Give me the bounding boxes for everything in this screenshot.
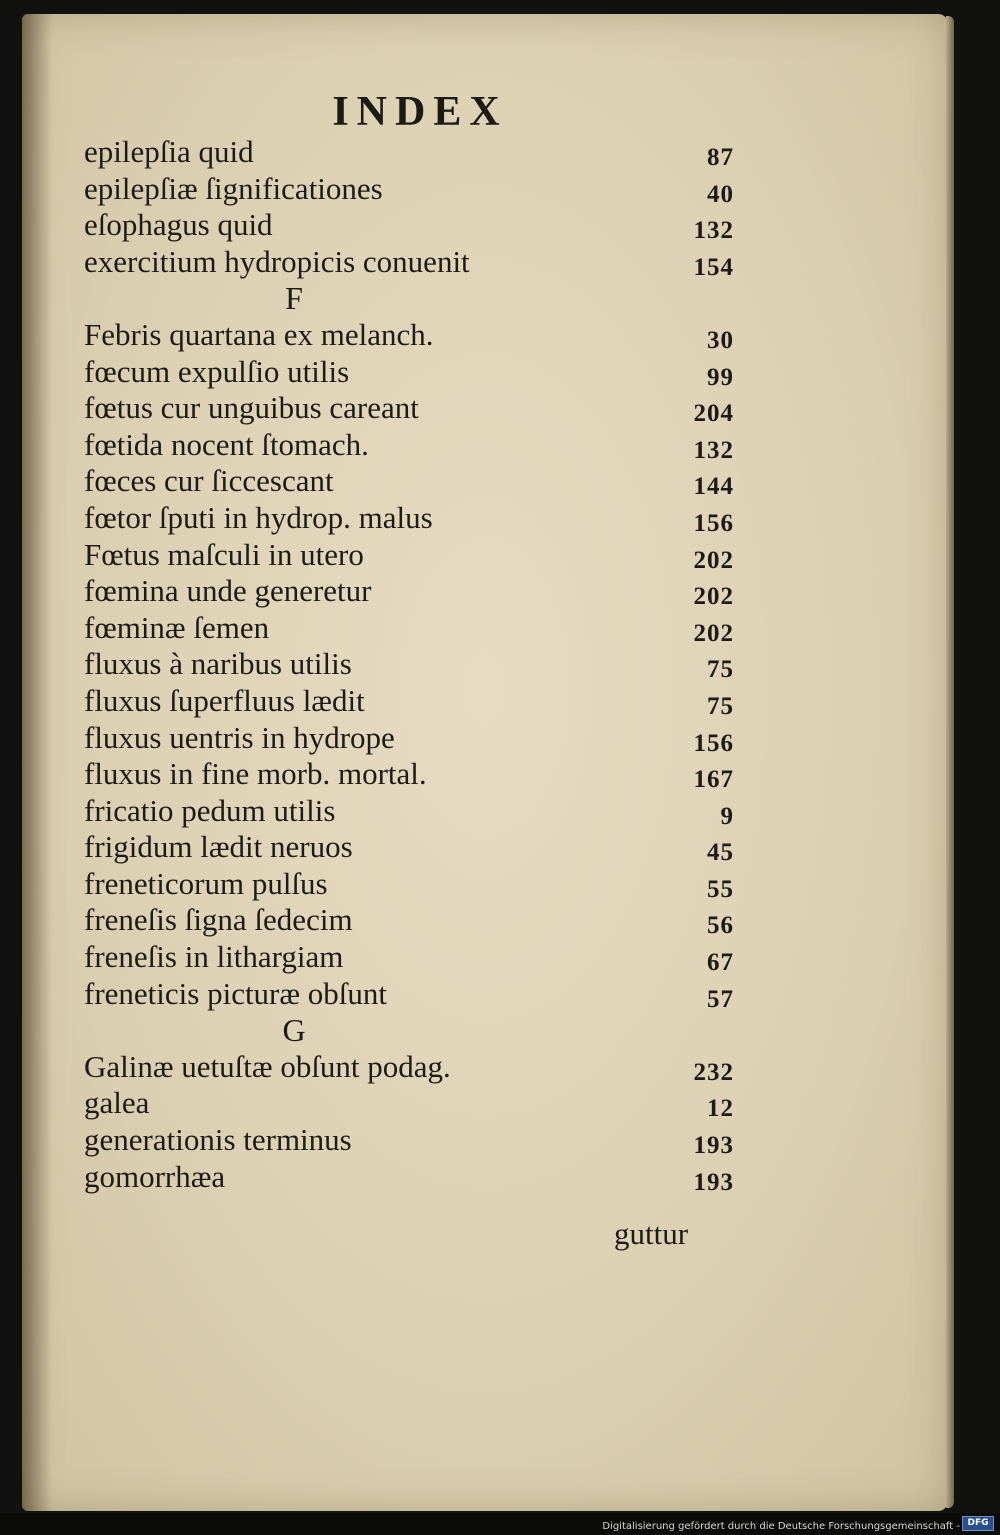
page-fore-edge xyxy=(946,16,954,1508)
index-entry xyxy=(84,573,734,610)
index-page-number: 154 xyxy=(693,253,734,281)
index-entry xyxy=(84,976,734,1013)
index-entry xyxy=(84,134,734,171)
index-entry xyxy=(84,1085,734,1122)
index-term: Febris quartana ex melanch. xyxy=(84,316,434,352)
index-term: fluxus à naribus utilis xyxy=(84,646,352,682)
index-term: fœtor ſputi in hydrop. malus xyxy=(84,499,433,535)
index-page-number: 56 xyxy=(707,912,734,940)
index-term: epilepſia quid xyxy=(84,134,254,169)
index-entry xyxy=(84,427,734,464)
running-head: INDEX xyxy=(332,89,508,135)
index-page-number: 202 xyxy=(693,583,734,611)
index-entry xyxy=(84,244,734,281)
catchword: guttur xyxy=(614,1216,689,1251)
index-entry xyxy=(84,646,734,683)
index-entry xyxy=(84,683,734,720)
index-entry xyxy=(84,463,734,500)
index-list xyxy=(84,134,734,1195)
index-entry xyxy=(84,390,734,427)
index-term: freneticorum pulſus xyxy=(84,865,328,901)
index-term: gomorrhæa xyxy=(84,1158,226,1194)
index-page-number: 144 xyxy=(693,473,734,501)
index-entry xyxy=(84,610,734,647)
index-page-number: 55 xyxy=(707,875,734,903)
index-page-number: 40 xyxy=(707,180,734,208)
index-page-number: 167 xyxy=(693,766,734,794)
index-page-number: 202 xyxy=(693,546,734,574)
index-term: fricatio pedum utilis xyxy=(84,792,336,828)
index-page-number: 202 xyxy=(693,619,734,647)
index-term: freneſis ſigna ſedecim xyxy=(84,902,353,938)
index-page-number: 75 xyxy=(707,692,734,720)
section-letter-label: G xyxy=(282,1012,306,1049)
index-page-number: 232 xyxy=(693,1058,734,1086)
footer-bar xyxy=(0,1513,1000,1535)
index-term: fluxus in fine morb. mortal. xyxy=(84,756,427,792)
index-entry xyxy=(84,171,734,208)
index-term: freneticis picturæ obſunt xyxy=(84,975,388,1011)
index-page-number: 75 xyxy=(707,656,734,684)
index-page-number: 87 xyxy=(707,144,734,171)
index-term: Fœtus maſculi in utero xyxy=(84,536,364,572)
index-term: fœmina unde generetur xyxy=(84,573,372,609)
index-entry xyxy=(84,902,734,939)
index-term: epilepſiæ ſignificationes xyxy=(84,170,383,206)
index-term: fœminæ ſemen xyxy=(84,609,270,645)
index-page-number: 9 xyxy=(720,802,734,830)
index-term: freneſis in lithargiam xyxy=(84,939,344,975)
index-page-number: 193 xyxy=(693,1168,734,1196)
index-term: eſophagus quid xyxy=(84,207,273,243)
funding-credit: Digitalisierung gefördert durch die Deutsche Forschungsgemeinschaft - xyxy=(602,1521,960,1532)
index-entry xyxy=(84,500,734,537)
index-page-number: 99 xyxy=(707,363,734,391)
index-entry xyxy=(84,1122,734,1159)
index-entry xyxy=(84,829,734,866)
index-term: fluxus uentris in hydrope xyxy=(84,719,395,755)
index-entry xyxy=(84,1159,734,1196)
index-page-number: 67 xyxy=(707,949,734,977)
index-term: generationis terminus xyxy=(84,1122,352,1158)
index-term: fluxus ſuperfluus lædit xyxy=(84,682,365,718)
index-term: fœtida nocent ſtomach. xyxy=(84,426,369,462)
index-page-number: 156 xyxy=(693,509,734,537)
index-page-number: 193 xyxy=(693,1132,734,1160)
index-page-number: 57 xyxy=(707,985,734,1013)
index-term: Galinæ uetuſtæ obſunt podag. xyxy=(84,1048,451,1084)
index-entry xyxy=(84,720,734,757)
index-term: frigidum lædit neruos xyxy=(84,829,353,865)
index-entry xyxy=(84,756,734,793)
index-page-number: 132 xyxy=(693,436,734,464)
index-page-number: 30 xyxy=(707,326,734,354)
index-entry xyxy=(84,537,734,574)
index-entry xyxy=(84,793,734,830)
index-term: fœtus cur unguibus careant xyxy=(84,390,419,426)
index-page-number: 45 xyxy=(707,839,734,867)
index-page-number: 12 xyxy=(707,1095,734,1123)
index-page-number: 204 xyxy=(693,400,734,428)
index-entry xyxy=(84,207,734,244)
section-letter xyxy=(84,1012,504,1049)
dfg-logo-icon: DFG xyxy=(962,1516,994,1531)
index-term: fœcum expulſio utilis xyxy=(84,353,350,389)
section-letter xyxy=(84,280,504,317)
spine-shadow xyxy=(22,14,52,1511)
index-entry xyxy=(84,866,734,903)
index-entry xyxy=(84,354,734,391)
index-entry xyxy=(84,1049,734,1086)
section-letter-label: F xyxy=(285,280,303,317)
index-term: galea xyxy=(84,1085,150,1121)
index-term: fœces cur ſiccescant xyxy=(84,463,334,499)
index-term: exercitium hydropicis conuenit xyxy=(84,243,470,279)
index-page-number: 132 xyxy=(693,217,734,245)
index-entry xyxy=(84,939,734,976)
index-page-number: 156 xyxy=(693,729,734,757)
index-entry xyxy=(84,317,734,354)
